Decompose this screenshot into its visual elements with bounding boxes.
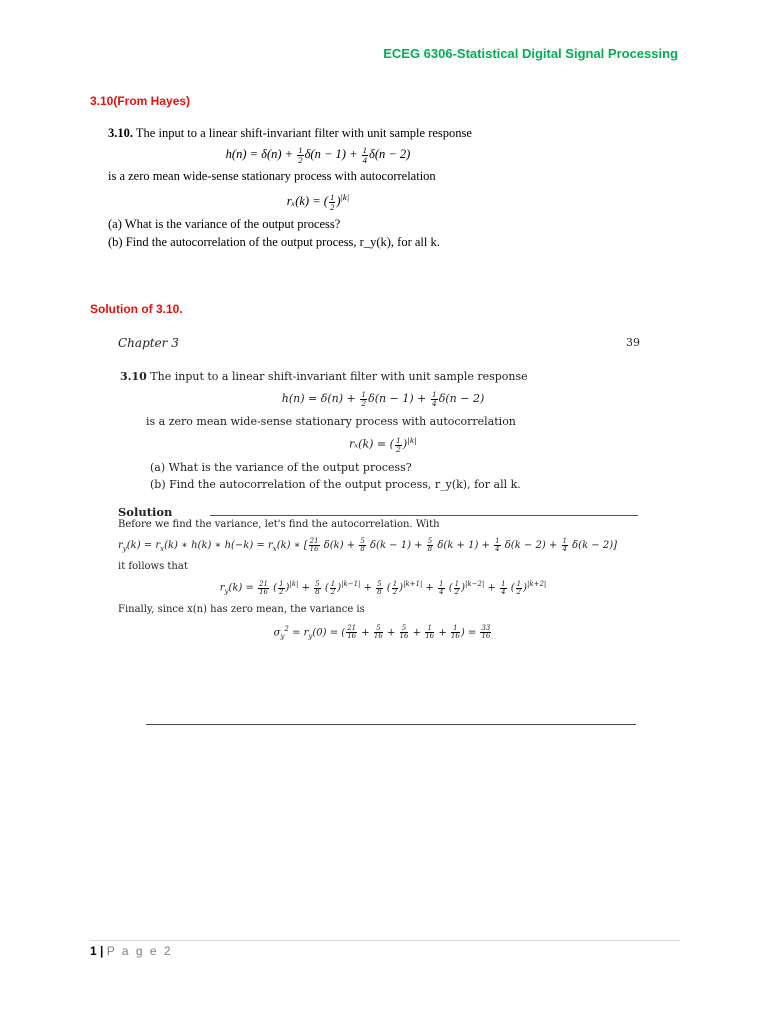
- solution-label: Solution of 3.10.: [90, 302, 183, 316]
- problem-process-text: is a zero mean wide-sense stationary process with autocorrelation: [108, 169, 436, 184]
- solution-excerpt: [118, 336, 648, 640]
- solution-number: 3.10: [120, 370, 147, 383]
- footer-separator: |: [100, 944, 104, 958]
- footer-page-number: 1: [90, 944, 97, 958]
- footer-rule: [90, 940, 680, 941]
- chapter-heading: Chapter 3: [118, 336, 179, 350]
- solution-line1: Before we find the variance, let's find the autocorrelation. With: [118, 519, 440, 531]
- solution-intro: The input to a linear shift-invariant filter with unit sample response: [150, 370, 528, 383]
- solution-finally: Finally, since x(n) has zero mean, the variance is: [118, 603, 365, 615]
- footer-page-label: P a g e 2: [106, 944, 173, 958]
- problem-part-a: (a) What is the variance of the output process?: [108, 216, 341, 231]
- problem-intro: The input to a linear shift-invariant filter with unit sample response: [135, 126, 472, 140]
- solution-equation-ry-conv: $r_y(k) = r_x(k)$ ∗ h(k) ∗ $h(-k) = r_x(k)$ ∗ [ $\frac{21}{16}$ δ(k) + $\frac{5}{8}$ δ(k − 1) + $\frac{5}{8}$ δ(k + 1) + $\frac{1}{4}$ δ(k − 2) + $\frac{1}{4}$ δ(k − 2)]: [118, 537, 618, 554]
- equation-h: h(n) = δ(n) + $\frac{1}{2}$ δ(n − 1) + $\frac{1}{4}$ δ(n − 2): [225, 144, 411, 165]
- problem-label: 3.10(From Hayes): [90, 94, 191, 108]
- solution-equation-rx: rₓ(k) = ( $\frac{1}{2}$ )$^{|k|}$: [349, 435, 417, 454]
- solution-bottom-rule: [146, 724, 636, 725]
- solution-equation-ry: $r_y(k)$ = $\frac{21}{16}$ ( $\frac{1}{2}$ )$^{|k|}$ + $\frac{5}{8}$ ( $\frac{1}{2}$ )$^{|k-1|}$ + $\frac{5}{8}$ ( $\frac{1}{2}$ )$^{|k+1|}$ + $\frac{1}{4}$ ( $\frac{1}{2}$ )$^{|k-2|}$ + $\frac{1}{4}$ ( $\frac{1}{2}$ )$^{|k+2|}$: [219, 579, 547, 596]
- solution-equation-variance: $\sigma_y^2 = r_y(0)$ = ( $\frac{21}{16}$ + $\frac{5}{16}$ + $\frac{5}{16}$ + $\frac{1}{16}$ + $\frac{1}{16}$ ) = $\frac{33}{16}$: [273, 623, 491, 640]
- solution-part-a: (a) What is the variance of the output process?: [150, 461, 412, 475]
- document-header: ECEG 6306-Statistical Digital Signal Processing: [383, 46, 678, 61]
- solution-process-text: is a zero mean wide-sense stationary process with autocorrelation: [146, 415, 516, 429]
- book-page-number: 39: [626, 336, 640, 349]
- solution-follows: it follows that: [118, 561, 188, 573]
- solution-heading: Solution: [118, 505, 173, 520]
- equation-rx: rₓ(k) = ( $\frac{1}{2}$ )$^{|k|}$: [286, 192, 350, 213]
- problem-number: 3.10.: [108, 126, 133, 140]
- problem-part-b: (b) Find the autocorrelation of the output process, r_y(k), for all k.: [108, 234, 440, 249]
- problem-excerpt: [108, 124, 528, 251]
- solution-equation-h: h(n) = δ(n) + $\frac{1}{2}$ δ(n − 1) + $\frac{1}{4}$ δ(n − 2): [281, 390, 485, 408]
- solution-part-b: (b) Find the autocorrelation of the output process, r_y(k), for all k.: [150, 478, 521, 492]
- page-footer: [90, 944, 173, 958]
